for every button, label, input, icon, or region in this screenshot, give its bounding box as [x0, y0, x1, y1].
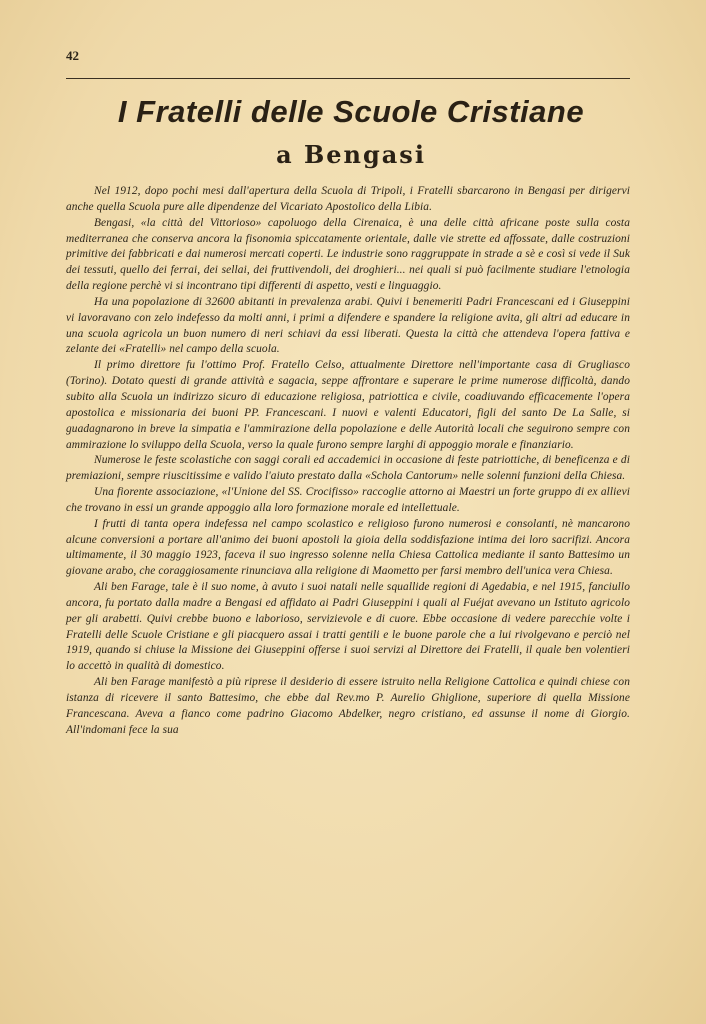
paragraph: I frutti di tanta opera indefessa nel campo scolastico e religioso furono numerosi e consolanti, nè mancarono alcune conversioni a portare all'animo dei buoni apostoli la gioia della soddisfazione intima dei loro sacrifizi. Ancora ultimamente, il 30 maggio 1923, faceva il suo ingresso solenne nella Chiesa Cattolica mediante il santo Battesimo un giovane arabo, che coraggiosamente rinunciava alla religione di Maometto per farsi membro dell'unica vera Chiesa. [66, 517, 630, 578]
header-rule [66, 78, 630, 79]
paragraph: Ha una popolazione di 32600 abitanti in prevalenza arabi. Quivi i benemeriti Padri Francescani ed i Giuseppini vi lavoravano con zelo indefesso da molti anni, i primi a difendere e spandere la religione avita, gli altri ad educare in una scuola agricola un buon numero di neri schiavi da essi liberati. Questa la città che attendeva l'opera fattiva e zelante dei «Fratelli» nel campo della scuola. [66, 295, 630, 356]
paragraph: Ali ben Farage manifestò a più riprese il desiderio di essere istruito nella Religione Cattolica e quindi chiese con istanza di ricevere il santo Battesimo, che ebbe dal Rev.mo P. Aurelio Ghiglione, superiore di quella Missione Francescana. Aveva a fianco come padrino Giacomo Abdelker, negro cristiano, ed assunse il nome di Giorgio. All'indomani fece la sua [66, 676, 630, 736]
paragraph: Numerose le feste scolastiche con saggi corali ed accademici in occasione di feste patriottiche, di beneficenza e di premiazioni, sempre riuscitissime e valido l'aiuto prestato dalla «Schola Cantorum» nelle solenni funzioni della Chiesa. [66, 454, 630, 483]
article-title: I Fratelli delle Scuole Cristiane [117, 94, 585, 129]
paragraph: Ali ben Farage, tale è il suo nome, à avuto i suoi natali nelle squallide regioni di Agedabia, e nel 1915, fanciullo ancora, fu portato dalla madre a Bengasi ed affidato ai Padri Giuseppini i quali al Fuéjat avevano un Istituto agricolo per gli arabetti. Quivi crebbe buono e laborioso, servizievole e di cuore. Ebbe occasione di vedere parecchie volte i Fratelli delle Scuole Cristiane e gli piacquero assai i tratti gentili e le buone parole che a lui rivolgevano e perciò nel 1919, quando si chiuse la Missione dei Giuseppini offerse i suoi servizi al Direttore dei Fratelli, il quale ben volentieri lo accettò in qualità di domestico. [66, 581, 630, 673]
paragraph: Una fiorente associazione, «l'Unione del SS. Crocifisso» raccoglie attorno ai Maestri un forte gruppo di ex allievi che trovano in essi un grande appoggio alla loro formazione morale ed intellettuale. [66, 486, 630, 514]
paragraph: Il primo direttore fu l'ottimo Prof. Fratello Celso, attualmente Direttore nell'importante casa di Grugliasco (Torino). Dotato questi di grande attività e sagacia, seppe affrontare e superare le prime numerose difficoltà, dando subito alla Scuola un indirizzo sicuro di educazione religiosa, patriottica e civile, coadiuvando efficacemente l'opera apostolica e missionaria dei buoni PP. Francescani. I nuovi e valenti Educatori, figli del santo De La Salle, si guadagnarono in breve la simpatia e l'ammirazione della popolazione e delle Autorità locali che seguirono sempre con ammirazione lo sviluppo della Scuola, verso la quale furono sempre larghi di appoggio morale e finanziario. [66, 359, 630, 451]
paragraph: Nel 1912, dopo pochi mesi dall'apertura della Scuola di Tripoli, i Fratelli sbarcarono in Bengasi per dirigervi anche quella Scuola pure alle dipendenze del Vicariato Apostolico della Libia. [66, 185, 630, 213]
page-number: 42 [66, 48, 79, 63]
article-body [66, 184, 630, 739]
article-subtitle: a Bengasi [276, 140, 426, 169]
paragraph: Bengasi, «la città del Vittorioso» capoluogo della Cirenaica, è una delle città africane poste sulla costa mediterranea che conserva ancora la fisonomia spiccatamente orientale, dalle vie strette ed affossate, dalle costruzioni primitive dei fabbricati e dai numerosi mercati coperti. Le industrie sono raggruppate in strade a sè e così si vede il Suk dei tessuti, quello dei ferrai, dei sellai, dei fruttivendoli, dei droghieri... nei quali si può facilmente studiare l'etnologia della regione perchè vi si incontrano tipi differenti di aspetto, vesti e linguaggio. [66, 216, 630, 293]
